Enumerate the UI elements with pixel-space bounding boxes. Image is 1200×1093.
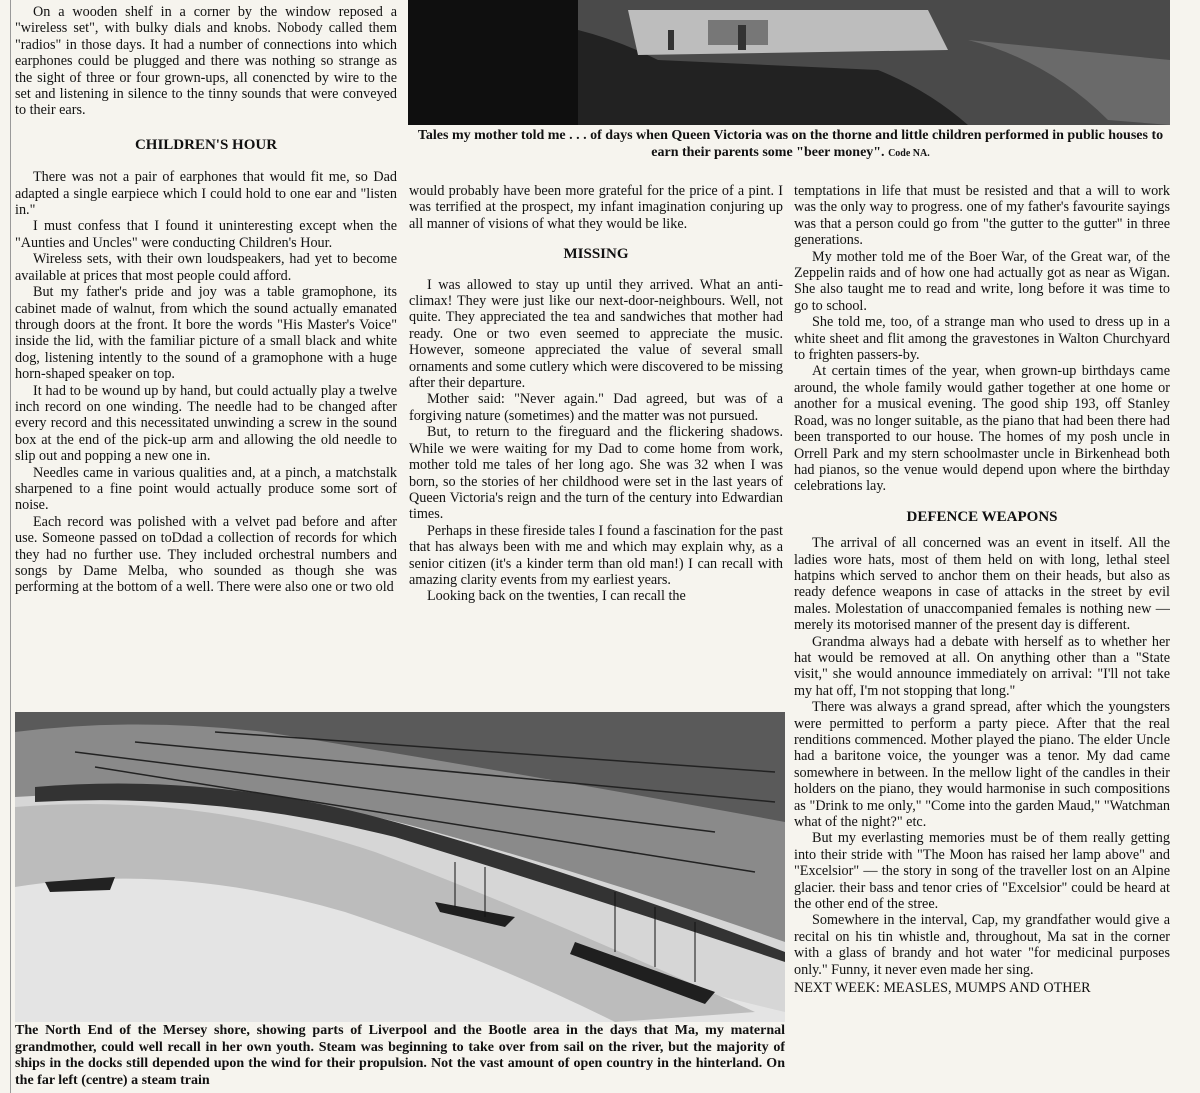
top-caption-credit: Code NA. (888, 147, 930, 159)
top-photo-image (408, 0, 1170, 125)
left-column (15, 4, 397, 596)
footer-next-week: NEXT WEEK: MEASLES, MUMPS AND OTHER (794, 980, 1091, 997)
paragraph: There was always a grand spread, after which the youngsters were permitted to perform a party piece. After that the real renditions commenced. Mother played the piano. The elder Uncle had a baritone voice, the younger was a tenor. My dad came somewhere in between. In the mellow light of the candles in their holders on the piano, they would harmonise in such compositions as "Drink to me only," "Come into the garden Maud," "Watchman what of the night?" etc. (794, 699, 1170, 831)
paragraph: Needles came in various qualities and, at a pinch, a matchstalk sharpened to a fine point would actually produce some sort of noise. (15, 464, 397, 514)
paragraph: Grandma always had a debate with herself as to whether her hat would be removed at all. On anything other than a "State visit," she would announce immediately on arrival: "I'll not take my hat off, I'm not stopping that long." (794, 633, 1170, 699)
paragraph: I was allowed to stay up until they arrived. What an anti-climax! They were just like our next-door-neighbours. Well, not quite. They appreciated the tea and sandwiches that mother had ready. One or two even seemed to appreciate the music. However, someone appreciated the value of several small ornaments and some cutlery which were discovered to be missing after their departure. (409, 276, 783, 392)
mersey-shore-illustration (15, 712, 785, 1022)
heading-missing: MISSING (563, 246, 629, 263)
paragraph: It had to be wound up by hand, but could actually play a twelve inch record on one winding. The needle had to be changed after every record and this necessitated unwinding a screw in the sound box at the end of the pick-up arm and allowing the old needle to slip out and popping a new one in. (15, 382, 397, 465)
paragraph: Mother said: "Never again." Dad agreed, but was of a forgiving nature (sometimes) and the matter was not pursued. (409, 391, 783, 424)
paragraph: The arrival of all concerned was an event in itself. All the ladies wore hats, most of them held on with long, lethal steel hatpins which served to anchor them on their heads, but also as ready defence weapons in case of attacks in the street by evil males. Molestation of unaccompanied females is nothing new — merely its motorised manner of the present day is different. (794, 535, 1170, 634)
mersey-caption: The North End of the Mersey shore, showing parts of Liverpool and the Bootle area in the days that Ma, my maternal grandmother, could well recall in her own youth. Steam was beginning to take over from sail on the river, but the majority of ships in the docks still depended upon the wind for their propulsion. Not the vast amount of open country in the hinterland. On the far left (centre) a steam train (15, 1023, 785, 1088)
paragraph: Perhaps in these fireside tales I found a fascination for the past that has always been with me and which may explain why, as a senior citizen (it's a kinder term than old man!) I can recall with amazing clarity events from my earliest years. (409, 522, 783, 588)
paragraph: Wireless sets, with their own loudspeakers, had yet to become available at prices that most people could afford. (15, 251, 397, 284)
top-photo (408, 0, 1170, 125)
top-caption-text: Tales my mother told me . . . of days when Queen Victoria was on the thorne and little children performed in public houses to earn their parents some "beer money". (417, 128, 1164, 160)
paragraph: But my father's pride and joy was a table gramophone, its cabinet made of walnut, from which the sound actually emanated through doors at the front. It bore the words "His Master's Voice" inside the lid, with the familiar picture of a small black and white dog, listening intently to the sound of a gramophone with a huge horn-shaped speaker on top. (15, 284, 397, 383)
paragraph: On a wooden shelf in a corner by the window reposed a "wireless set", with bulky dials and knobs. Nobody called them "radios" in those days. It had a number of connections into which earphones could be plugged and there was nothing so strange as the sight of three or four grown-ups, all conencted by wire to the set and listening in silence to the tinny sounds that were conveyed to their ears. (15, 4, 397, 119)
right-column (794, 183, 1170, 1093)
paragraph: My mother told me of the Boer War, of the Great war, of the Zeppelin raids and of how one had actually got as near as Wigan. She also taught me to read and write, long before it was time to go to school. (794, 248, 1170, 314)
paragraph: would probably have been more grateful for the price of a pint. I was terrified at the prospect, my infant imagination conjuring up all manner of visions of what they would be like. (409, 183, 783, 232)
paragraph: She told me, too, of a strange man who used to dress up in a white sheet and flit among the gravestones in Walton Churchyard to frighten passers-by. (794, 314, 1170, 364)
paragraph: temptations in life that must be resisted and that a will to work was the only way to progress. one of my father's favourite sayings was that a person could go from "the gutter to the gutter" in three generations. (794, 183, 1170, 249)
mersey-shore-drawing (15, 712, 785, 1022)
paragraph: I must confess that I found it uninteresting except when the "Aunties and Uncles" were conducting Children's Hour. (15, 218, 397, 251)
paragraph: Looking back on the twenties, I can recall the (427, 588, 686, 605)
paragraph: Somewhere in the interval, Cap, my grandfather would give a recital on his tin whistle and, throughout, Ma sat in the corner with a glass of brandy and hot water "for medicinal purposes only." Funny, it never even made her sing. (794, 912, 1170, 978)
paragraph: But my everlasting memories must be of them really getting into their stride with "The Moon has raised her lamp above" and "Excelsior" — the story in song of the traveller lost on an Alpine glacier. their bass and tenor cries of "Excelsior" could be heard at the other end of the stree. (794, 830, 1170, 913)
middle-column (409, 183, 783, 605)
left-margin-strip (0, 0, 11, 1093)
paragraph: But, to return to the fireguard and the flickering shadows. While we were waiting for my Dad to come home from work, mother told me tales of her long ago. She was 32 when I was born, so the stories of her childhood were set in the last years of Queen Victoria's reign and the turn of the century into Edwardian times. (409, 424, 783, 523)
paragraph: Each record was polished with a velvet pad before and after use. Someone passed on toDdad a collection of records for which they had no further use. They included orchestral numbers and songs by Dame Melba, who sounded as though she was performing at the bottom of a well. There were also one or two old (15, 513, 397, 596)
heading-defence-weapons: DEFENCE WEAPONS (906, 508, 1058, 525)
heading-childrens-hour: CHILDREN'S HOUR (134, 136, 278, 153)
paragraph: There was not a pair of earphones that would fit me, so Dad adapted a single earpiece which I could hold to one ear and "listen in." (15, 169, 397, 219)
paragraph: At certain times of the year, when grown-up birthdays came around, the whole family would gather together at one home or another for a musical evening. The good ship 193, off Stanley Road, was no longer suitable, as the piano that had been there had been transported to our house. The homes of my posh uncle in Orrell Park and my stern schoolmaster uncle in Birkenhead both had pianos, so the venue would depend upon where the birthday celebrations lay. (794, 363, 1170, 495)
top-photo-caption (408, 128, 1173, 162)
